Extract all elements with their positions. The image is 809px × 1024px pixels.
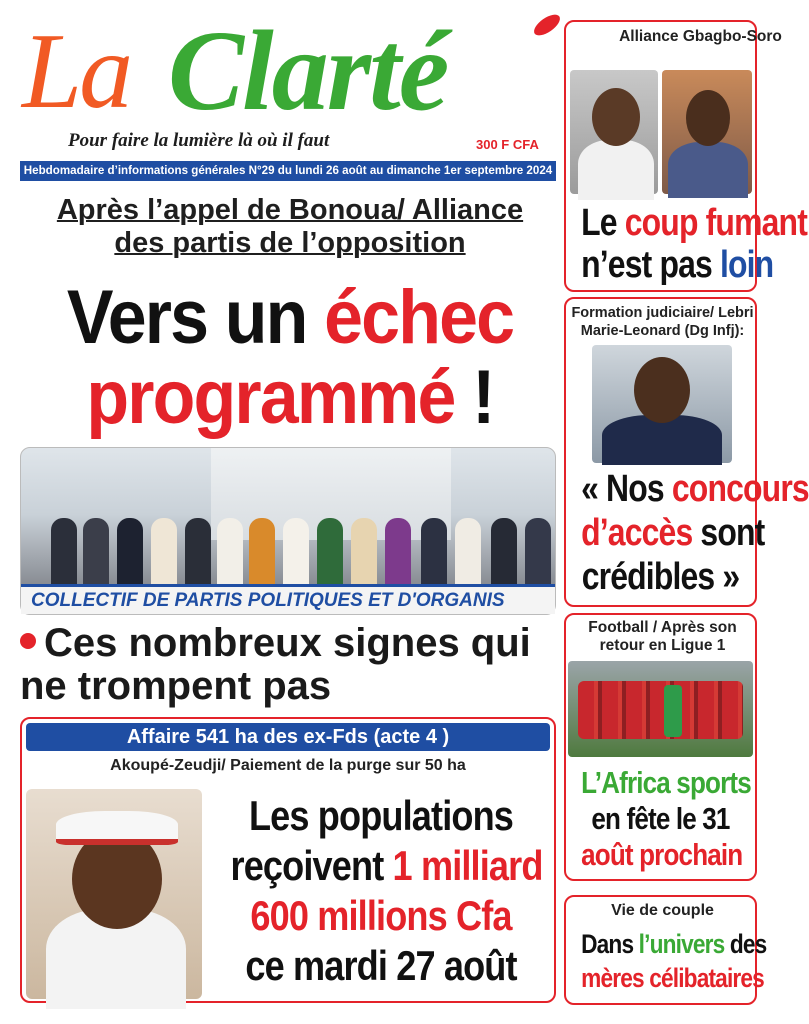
couple-title: Vie de couple xyxy=(611,902,714,919)
price-label: 300 F CFA xyxy=(476,137,539,152)
box-541-line-2-red: 1 milliard xyxy=(392,842,543,889)
box-541-line-2 xyxy=(230,841,543,891)
box-541-line-1: Les populations xyxy=(248,792,514,839)
logo-accent-mark xyxy=(531,11,564,40)
formation-head-red-2: d’accès xyxy=(581,512,693,554)
couple-headline xyxy=(581,927,767,995)
person-figure xyxy=(249,518,275,588)
photo-shirt xyxy=(578,140,654,200)
photo-lebri xyxy=(592,345,732,463)
box-541-subtitle: Akoupé-Zeudji/ Paiement de la purge sur 50 ha xyxy=(110,757,466,774)
person-figure xyxy=(51,518,77,588)
goalkeeper xyxy=(664,685,682,737)
formation-head-black-2: sont xyxy=(692,512,765,554)
person-figure xyxy=(317,518,343,588)
person-figure xyxy=(185,518,211,588)
headline-black-1: Vers un xyxy=(66,275,325,360)
kicker-line-1: Après l’appel de Bonoua/ Alliance xyxy=(56,194,524,226)
person-figure xyxy=(455,518,481,588)
main-headline-line-1[interactable] xyxy=(42,275,539,360)
bullet-dot-icon xyxy=(20,633,36,649)
formation-head-black-3: crédibles » xyxy=(581,556,740,598)
photo-team xyxy=(568,661,753,757)
photo-suit xyxy=(668,142,748,198)
team-players xyxy=(578,681,743,739)
portrait-hat xyxy=(56,811,178,845)
issue-info-bar: Hebdomadaire d’informations générales N°29 du lundi 26 août au dimanche 1er septembre 2024 xyxy=(20,161,556,181)
person-figure xyxy=(351,518,377,588)
person-figure xyxy=(421,518,447,588)
box-541-title: Affaire 541 ha des ex-Fds (acte 4 ) xyxy=(26,723,550,751)
headline-black-2: ! xyxy=(454,355,494,440)
football-head-red: août prochain xyxy=(581,837,743,872)
headline-red-1: échec xyxy=(324,275,514,360)
alliance-title: Alliance Gbagbo-Soro xyxy=(619,28,782,45)
couple-head-red: mères célibataires xyxy=(581,963,764,993)
main-headline-line-2[interactable] xyxy=(42,355,539,440)
photo-face xyxy=(592,88,640,146)
football-head-black: en fête le 31 xyxy=(591,801,730,836)
couple-head-black-1: Dans xyxy=(581,929,639,959)
box-541-headline xyxy=(230,791,543,991)
couple-head-black-2: des xyxy=(724,929,767,959)
alliance-headline xyxy=(581,202,807,286)
box-541-line-2-black: reçoivent xyxy=(230,842,393,889)
headline-red-2: programmé xyxy=(86,355,455,440)
couple-head-green: l’univers xyxy=(638,929,725,959)
alliance-head-blue: loin xyxy=(719,244,774,286)
newspaper-logo xyxy=(22,7,562,144)
sidebar-story-couple[interactable] xyxy=(564,895,767,1005)
logo-clarte: Clarté xyxy=(168,7,448,134)
photo-face xyxy=(686,90,730,146)
alliance-head-red-1: coup fumant xyxy=(624,202,807,244)
person-figure xyxy=(117,518,143,588)
football-headline xyxy=(581,765,751,873)
person-figure xyxy=(151,518,177,588)
kicker-line-2: des partis de l’opposition xyxy=(114,227,466,259)
photo-banner: COLLECTIF DE PARTIS POLITIQUES ET D'ORGANIS xyxy=(21,584,555,614)
person-figure xyxy=(283,518,309,588)
football-head-green: L’Africa sports xyxy=(581,765,751,800)
main-event-photo[interactable] xyxy=(20,447,556,615)
photo-soro xyxy=(662,70,752,194)
tagline: Pour faire la lumière là où il faut xyxy=(68,130,330,151)
alliance-head-black-1: Le xyxy=(581,202,625,244)
portrait-photo xyxy=(26,789,202,999)
main-kicker xyxy=(20,194,560,260)
logo-la: La xyxy=(22,12,131,131)
football-title: Football / Après son retour en Ligue 1 xyxy=(588,619,737,654)
photo-gbagbo xyxy=(570,70,658,194)
box-541-line-4: ce mardi 27 août xyxy=(245,942,517,989)
formation-head-red-1: concours xyxy=(671,468,809,510)
photo-face xyxy=(634,357,690,423)
person-figure xyxy=(385,518,411,588)
person-figure xyxy=(525,518,551,588)
sidebar-story-formation[interactable] xyxy=(564,297,809,607)
formation-title: Formation judiciaire/ Lebri Marie-Leonard (Dg Infj): xyxy=(571,305,754,339)
box-541-line-3: 600 millions Cfa xyxy=(250,892,512,939)
secondary-headline[interactable] xyxy=(20,622,560,708)
sidebar-story-football[interactable] xyxy=(564,613,757,881)
story-box-541ha[interactable] xyxy=(20,717,556,1003)
person-figure xyxy=(217,518,243,588)
alliance-head-black-2: n’est pas xyxy=(581,244,720,286)
sidebar-story-alliance[interactable] xyxy=(564,20,807,292)
person-figure xyxy=(83,518,109,588)
formation-head-black-1: « Nos xyxy=(581,468,672,510)
person-figure xyxy=(491,518,517,588)
formation-headline xyxy=(581,467,809,599)
secondary-headline-text: Ces nombreux signes qui ne trompent pas xyxy=(20,621,531,708)
